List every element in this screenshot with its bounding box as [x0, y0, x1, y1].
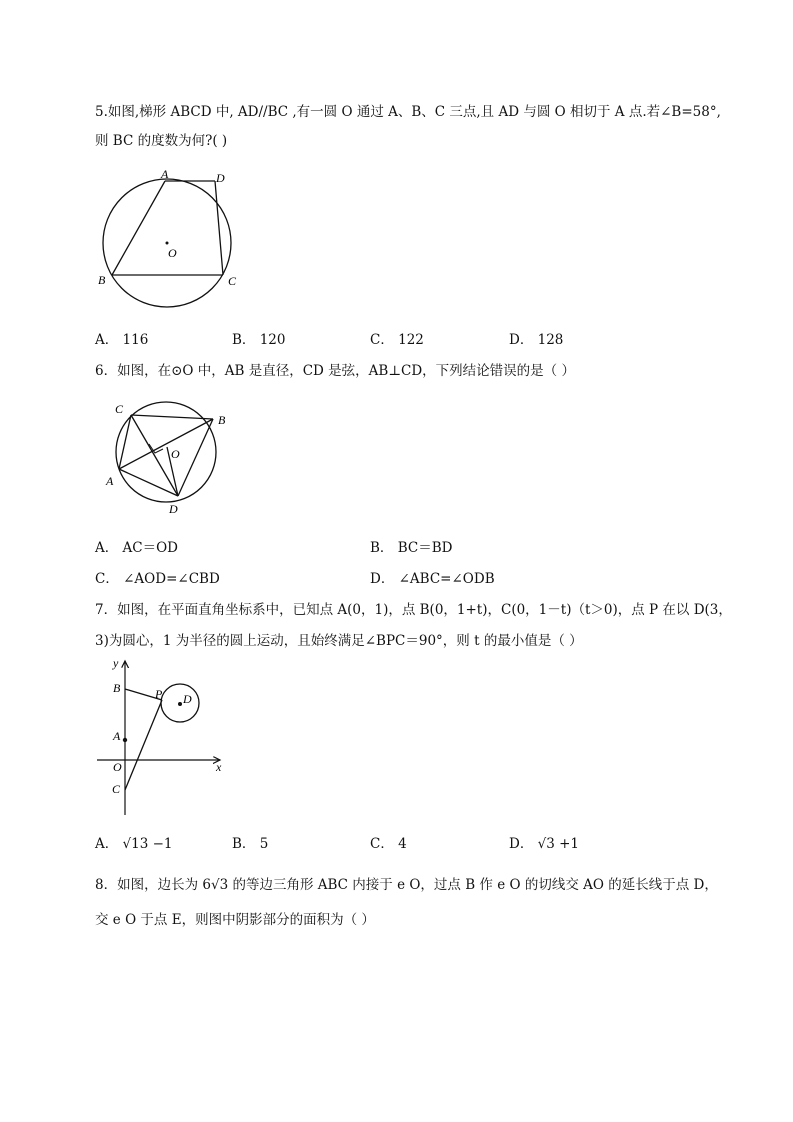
q5-segment-dc — [215, 181, 223, 275]
q6-option-a: A． AC＝OD — [95, 540, 179, 556]
q7-point-a-dot — [123, 738, 127, 742]
q7-label-p: P — [155, 687, 163, 701]
q7-label-d: D — [183, 692, 192, 706]
q7-line2: 3)为圆心，1 为半径的圆上运动，且始终满足∠BPC＝90°，则 t 的最小值是（ ） — [95, 633, 583, 649]
q6-label-c: C — [115, 402, 124, 416]
q8-line1: 8．如图，边长为 6√3 的等边三角形 ABC 内接于 e O，过点 B 作 e O 的切线交 AO 的延长线于点 D， — [95, 877, 718, 893]
q6-option-c: C． ∠AOD=∠CBD — [95, 571, 220, 587]
q5-label-o: O — [168, 246, 177, 260]
q5-option-c: C． 122 — [370, 332, 424, 348]
q5-figure — [95, 165, 245, 315]
q6-option-d: D． ∠ABC=∠ODB — [370, 571, 495, 587]
q6-segment-ab — [119, 419, 213, 469]
q6-segment-bd — [178, 419, 213, 496]
q6-figure — [100, 392, 250, 522]
q5-line1: 5.如图,梯形 ABCD 中, AD//BC ,有一圆 O 通过 A、B、C 三点,且 AD 与圆 O 相切于 A 点.若∠B=58°, — [95, 104, 721, 120]
q7-label-c: C — [112, 782, 121, 796]
q7-label-b: B — [113, 681, 121, 695]
q7-label-x: x — [216, 760, 222, 774]
q5-option-d: D． 128 — [509, 332, 564, 348]
q7-figure — [95, 655, 235, 820]
q5-center-dot — [166, 242, 169, 245]
q7-label-y: y — [113, 656, 119, 670]
q7-center-d-dot — [178, 702, 182, 706]
q7-option-a: A． √13 −1 — [95, 836, 173, 852]
q6-option-b: B． BC＝BD — [370, 540, 453, 556]
q6-label-a: A — [106, 474, 114, 488]
q5-label-b: B — [98, 273, 106, 287]
q7-label-o: O — [113, 760, 122, 774]
q5-segment-ab — [112, 181, 165, 275]
q7-option-d: D． √3 +1 — [509, 836, 579, 852]
q6-label-b: B — [218, 413, 226, 427]
q5-label-a: A — [161, 167, 169, 181]
q5-label-d: D — [216, 171, 225, 185]
q7-label-a: A — [113, 729, 121, 743]
q5-label-c: C — [228, 274, 237, 288]
q6-segment-ad — [119, 469, 178, 496]
q6-line1: 6．如图，在⊙O 中，AB 是直径，CD 是弦，AB⊥CD，下列结论错误的是（ ） — [95, 363, 575, 379]
q7-option-c: C． 4 — [370, 836, 407, 852]
q6-label-o: O — [171, 447, 180, 461]
q5-option-b: B． 120 — [232, 332, 286, 348]
q7-segment-pc — [125, 700, 162, 790]
q5-line2: 则 BC 的度数为何?( ) — [95, 133, 228, 149]
q8-line2: 交 e O 于点 E，则图中阴影部分的面积为（ ） — [95, 912, 375, 928]
q7-option-b: B． 5 — [232, 836, 269, 852]
q6-label-d: D — [169, 502, 178, 516]
q7-line1: 7．如图，在平面直角坐标系中，已知点 A(0，1)，点 B(0，1+t)，C(0，1－t)（t＞0)，点 P 在以 D(3， — [95, 602, 732, 618]
q5-option-a: A． 116 — [95, 332, 149, 348]
